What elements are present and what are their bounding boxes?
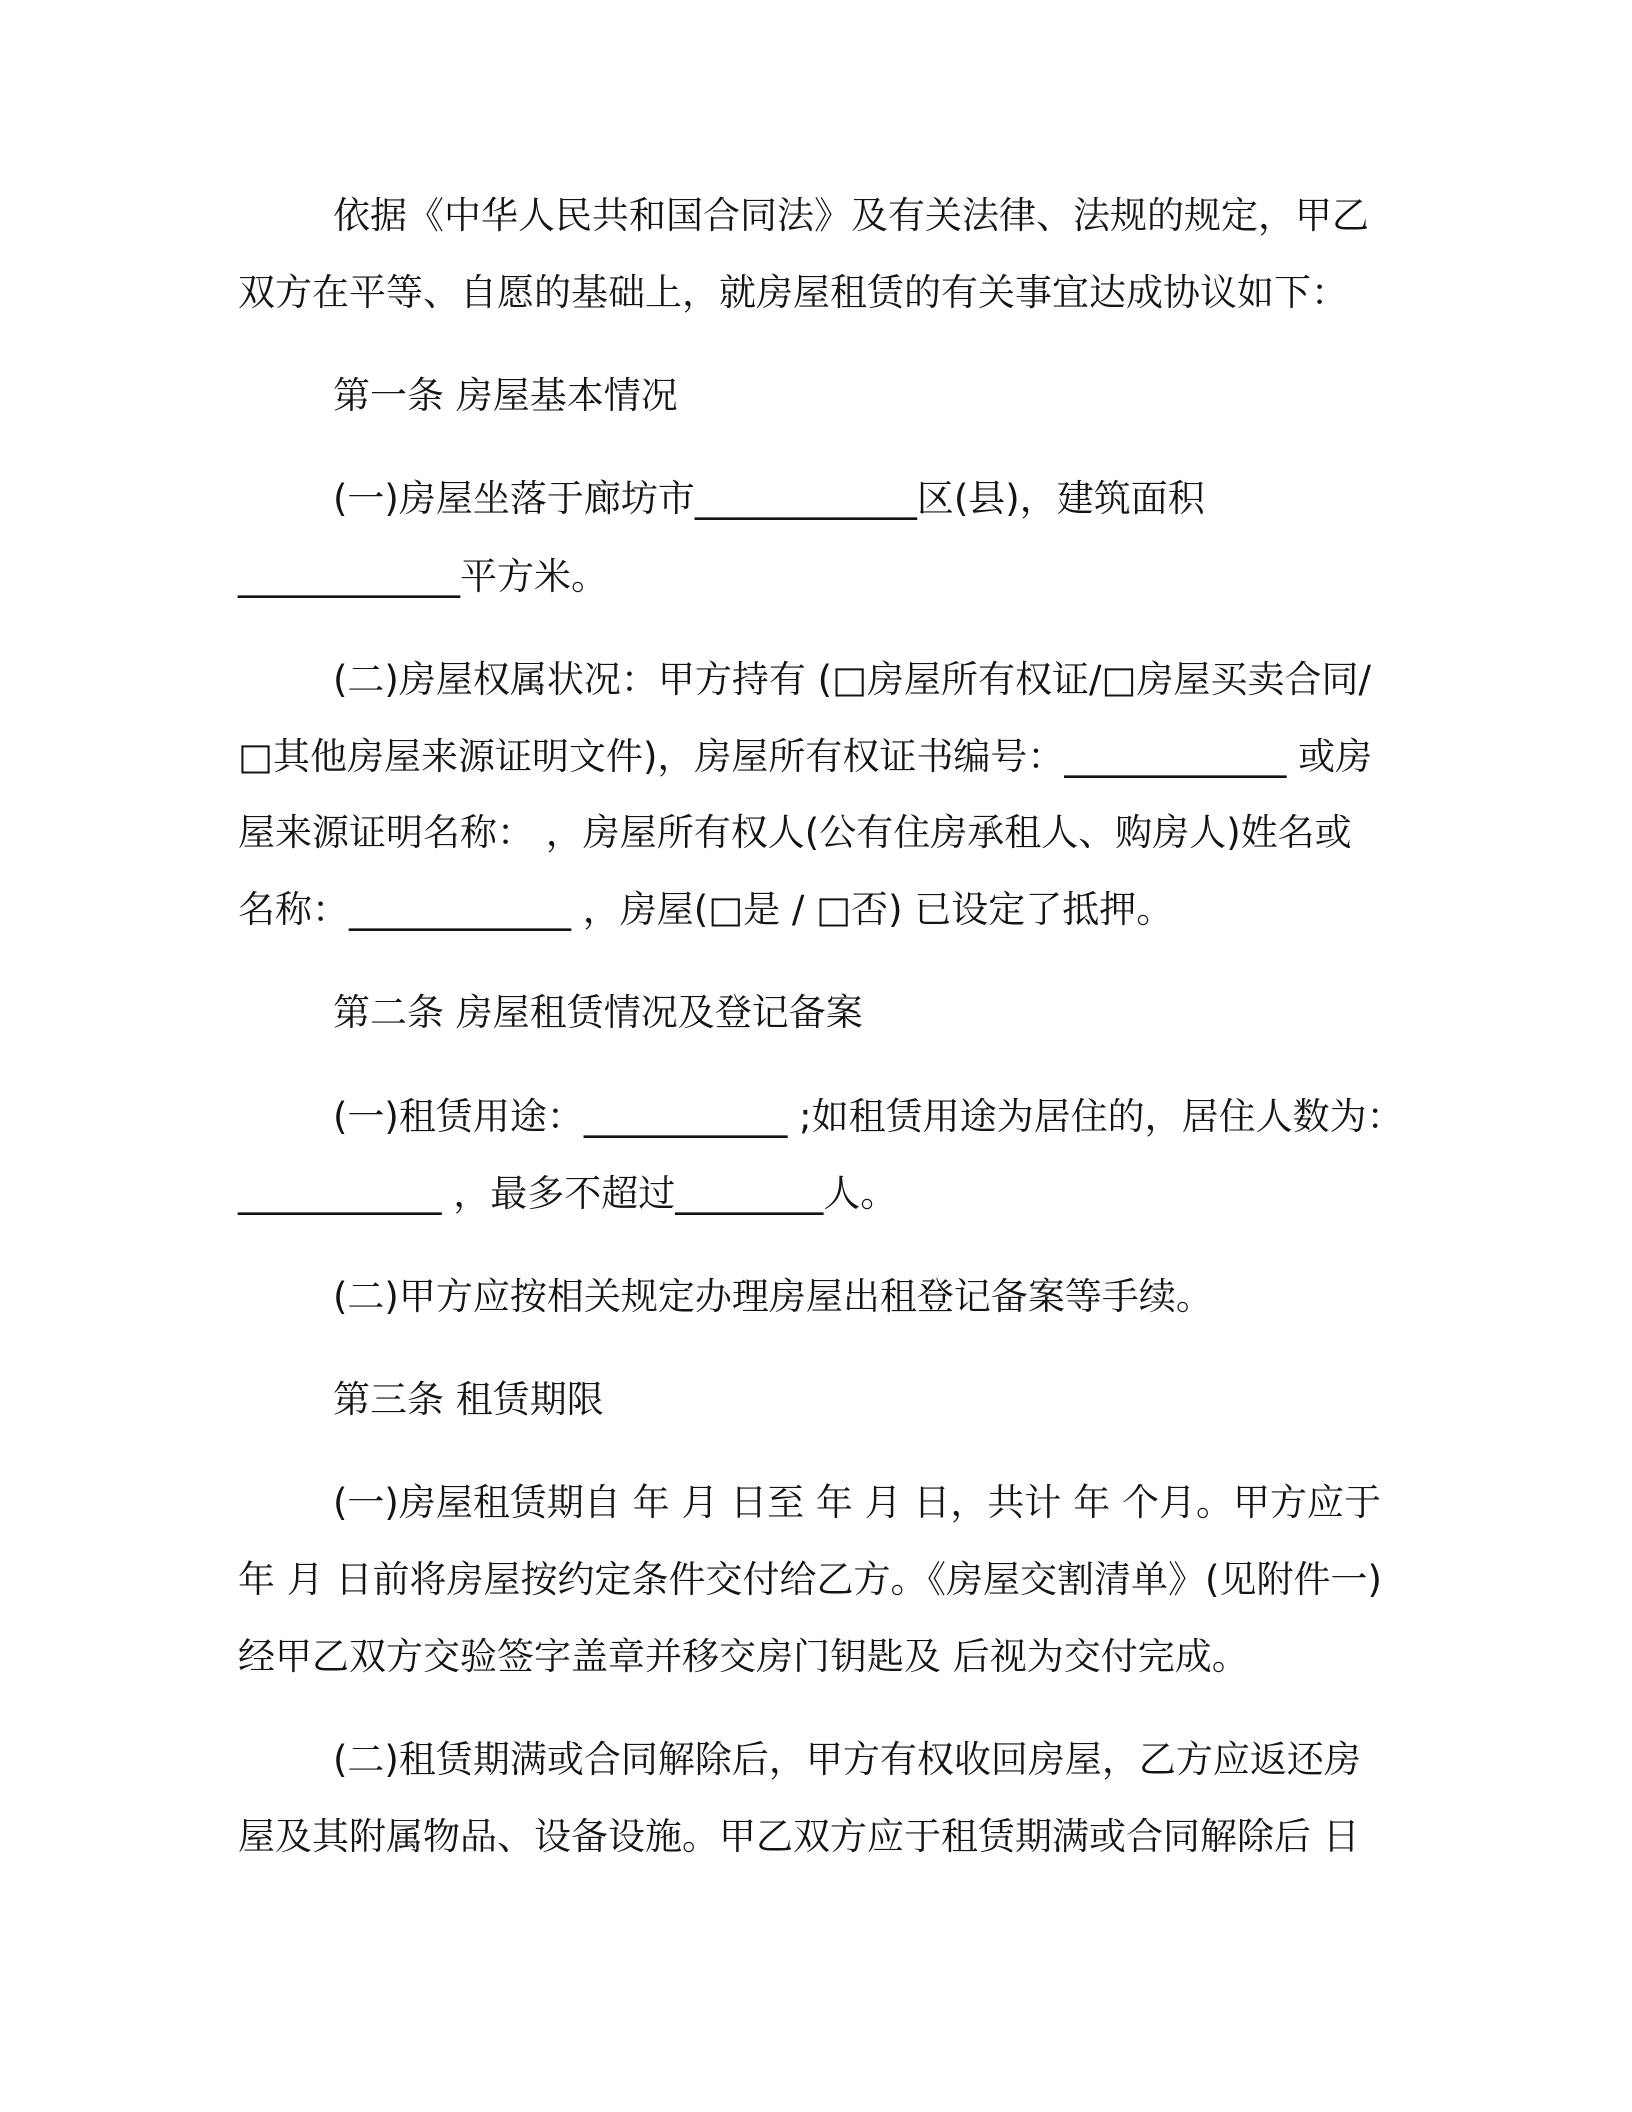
article-2-item-2-line-1: (二)甲方应按相关规定办理房屋出租登记备案等手续。 [333,1275,1213,1318]
article-1-item-2-line-4: 名称：____________ ，房屋(□是 / □否) 已设定了抵押。 [238,888,1174,931]
article-2-heading: 第二条 房屋租赁情况及登记备案 [333,991,863,1034]
article-1-item-2-line-3: 屋来源证明名称： ，房屋所有权人(公有住房承租人、购房人)姓名或 [238,811,1352,854]
article-3-item-1-line-3: 经甲乙双方交验签字盖章并移交房门钥匙及 后视为交付完成。 [238,1635,1249,1678]
article-1-heading: 第一条 房屋基本情况 [333,374,678,417]
article-2-item-1-line-2: ___________ ，最多不超过________人。 [238,1172,898,1215]
article-1-item-2-line-2: □其他房屋来源证明文件)，房屋所有权证书编号：____________ 或房 [238,735,1373,778]
article-2-item-1-line-1: (一)租赁用途：___________ ;如租赁用途为居住的，居住人数为： [333,1095,1404,1138]
paragraph-preamble-line-2: 双方在平等、自愿的基础上，就房屋租赁的有关事宜达成协议如下： [238,271,1348,314]
article-3-item-1-line-1: (一)房屋租赁期自 年 月 日至 年 月 日，共计 年 个月。甲方应于 [333,1481,1381,1524]
article-1-item-1-line-2: ____________平方米。 [238,555,608,598]
article-3-item-1-line-2: 年 月 日前将房屋按约定条件交付给乙方。《房屋交割清单》(见附件一) [238,1558,1382,1601]
article-1-item-2-line-1: (二)房屋权属状况：甲方持有 (□房屋所有权证/□房屋买卖合同/ [333,658,1371,701]
paragraph-preamble-line-1: 依据《中华人民共和国合同法》及有关法律、法规的规定，甲乙 [333,194,1369,237]
article-3-item-2-line-2: 屋及其附属物品、设备设施。甲乙双方应于租赁期满或合同解除后 日 [238,1815,1360,1858]
article-3-heading: 第三条 租赁期限 [333,1378,604,1421]
article-3-item-2-line-1: (二)租赁期满或合同解除后，甲方有权收回房屋，乙方应返还房 [333,1738,1361,1781]
article-1-item-1-line-1: (一)房屋坐落于廊坊市____________区(县)，建筑面积 [333,477,1205,520]
